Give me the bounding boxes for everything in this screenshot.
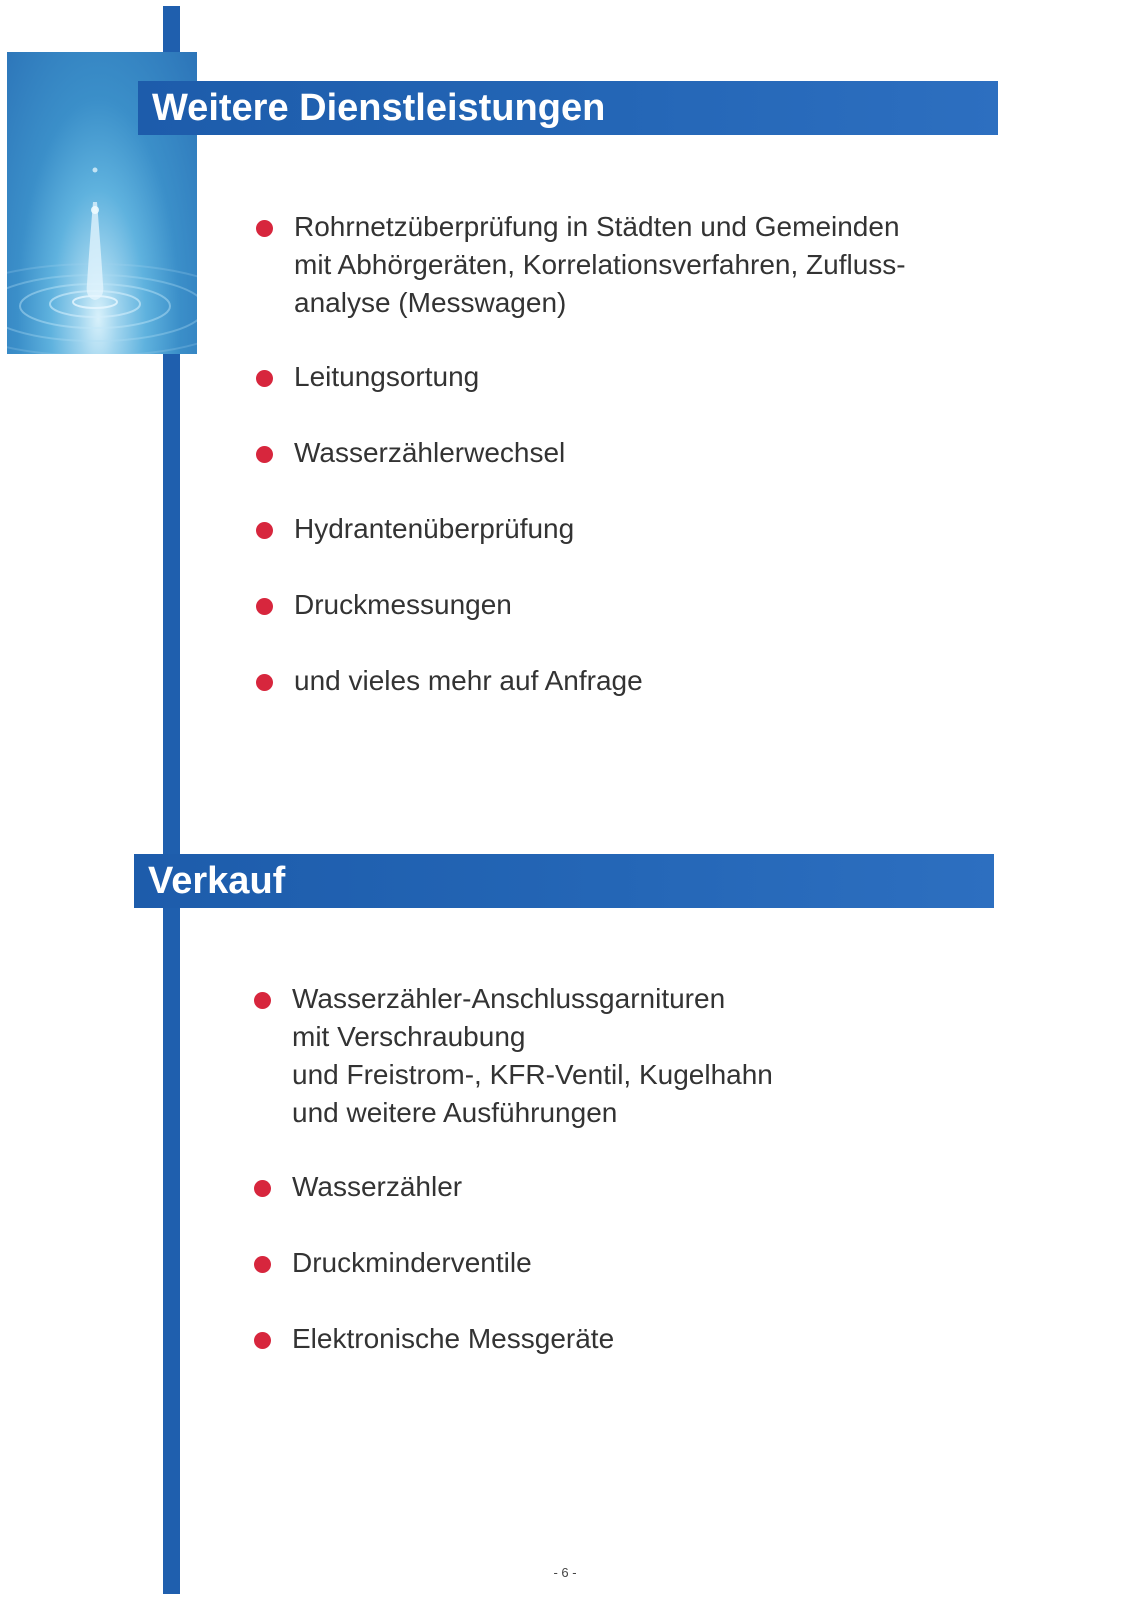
item-line: Wasserzähler — [292, 1171, 463, 1202]
item-line: und weitere Ausführungen — [292, 1097, 618, 1128]
list-item — [256, 510, 996, 548]
item-line: Druckminderventile — [292, 1247, 532, 1278]
section-title: Weitere Dienstleistungen — [152, 86, 606, 129]
bullet-icon — [256, 522, 273, 539]
sales-list — [254, 980, 994, 1358]
item-line: Druckmessungen — [294, 589, 512, 620]
list-item — [256, 662, 996, 700]
item-line: Elektronische Messgeräte — [292, 1323, 615, 1354]
list-item — [256, 434, 996, 472]
list-item — [254, 1168, 994, 1206]
list-item — [254, 1320, 994, 1358]
item-line: und Freistrom-, KFR-Ventil, Kugelhahn — [292, 1059, 773, 1090]
bullet-icon — [256, 370, 273, 387]
item-line: Wasserzähler-Anschlussgarnituren — [292, 983, 726, 1014]
item-line: Hydrantenüberprüfung — [294, 513, 575, 544]
bullet-icon — [256, 598, 273, 615]
services-list — [256, 208, 996, 700]
item-line: mit Verschraubung — [292, 1021, 526, 1052]
bullet-icon — [254, 1180, 271, 1197]
list-item — [256, 586, 996, 624]
bullet-icon — [256, 446, 273, 463]
list-item — [254, 980, 994, 1132]
list-item — [256, 358, 996, 396]
list-item — [256, 208, 996, 322]
item-line: mit Abhörgeräten, Korrelationsverfahren, Zufluss- — [294, 249, 906, 280]
list-item — [254, 1244, 994, 1282]
item-line: Leitungsortung — [294, 361, 480, 392]
item-line: analyse (Messwagen) — [294, 287, 567, 318]
bullet-icon — [256, 220, 273, 237]
section-heading-dienstleistungen — [138, 81, 998, 135]
page-number: - 6 - — [553, 1565, 577, 1580]
section-heading-verkauf — [134, 854, 994, 908]
bullet-icon — [256, 674, 273, 691]
bullet-icon — [254, 992, 271, 1009]
item-line: und vieles mehr auf Anfrage — [294, 665, 643, 696]
bullet-icon — [254, 1256, 271, 1273]
bullet-icon — [254, 1332, 271, 1349]
section-title: Verkauf — [148, 859, 286, 902]
item-line: Wasserzählerwechsel — [294, 437, 566, 468]
item-line: Rohrnetzüberprüfung in Städten und Gemeinden — [294, 211, 900, 242]
